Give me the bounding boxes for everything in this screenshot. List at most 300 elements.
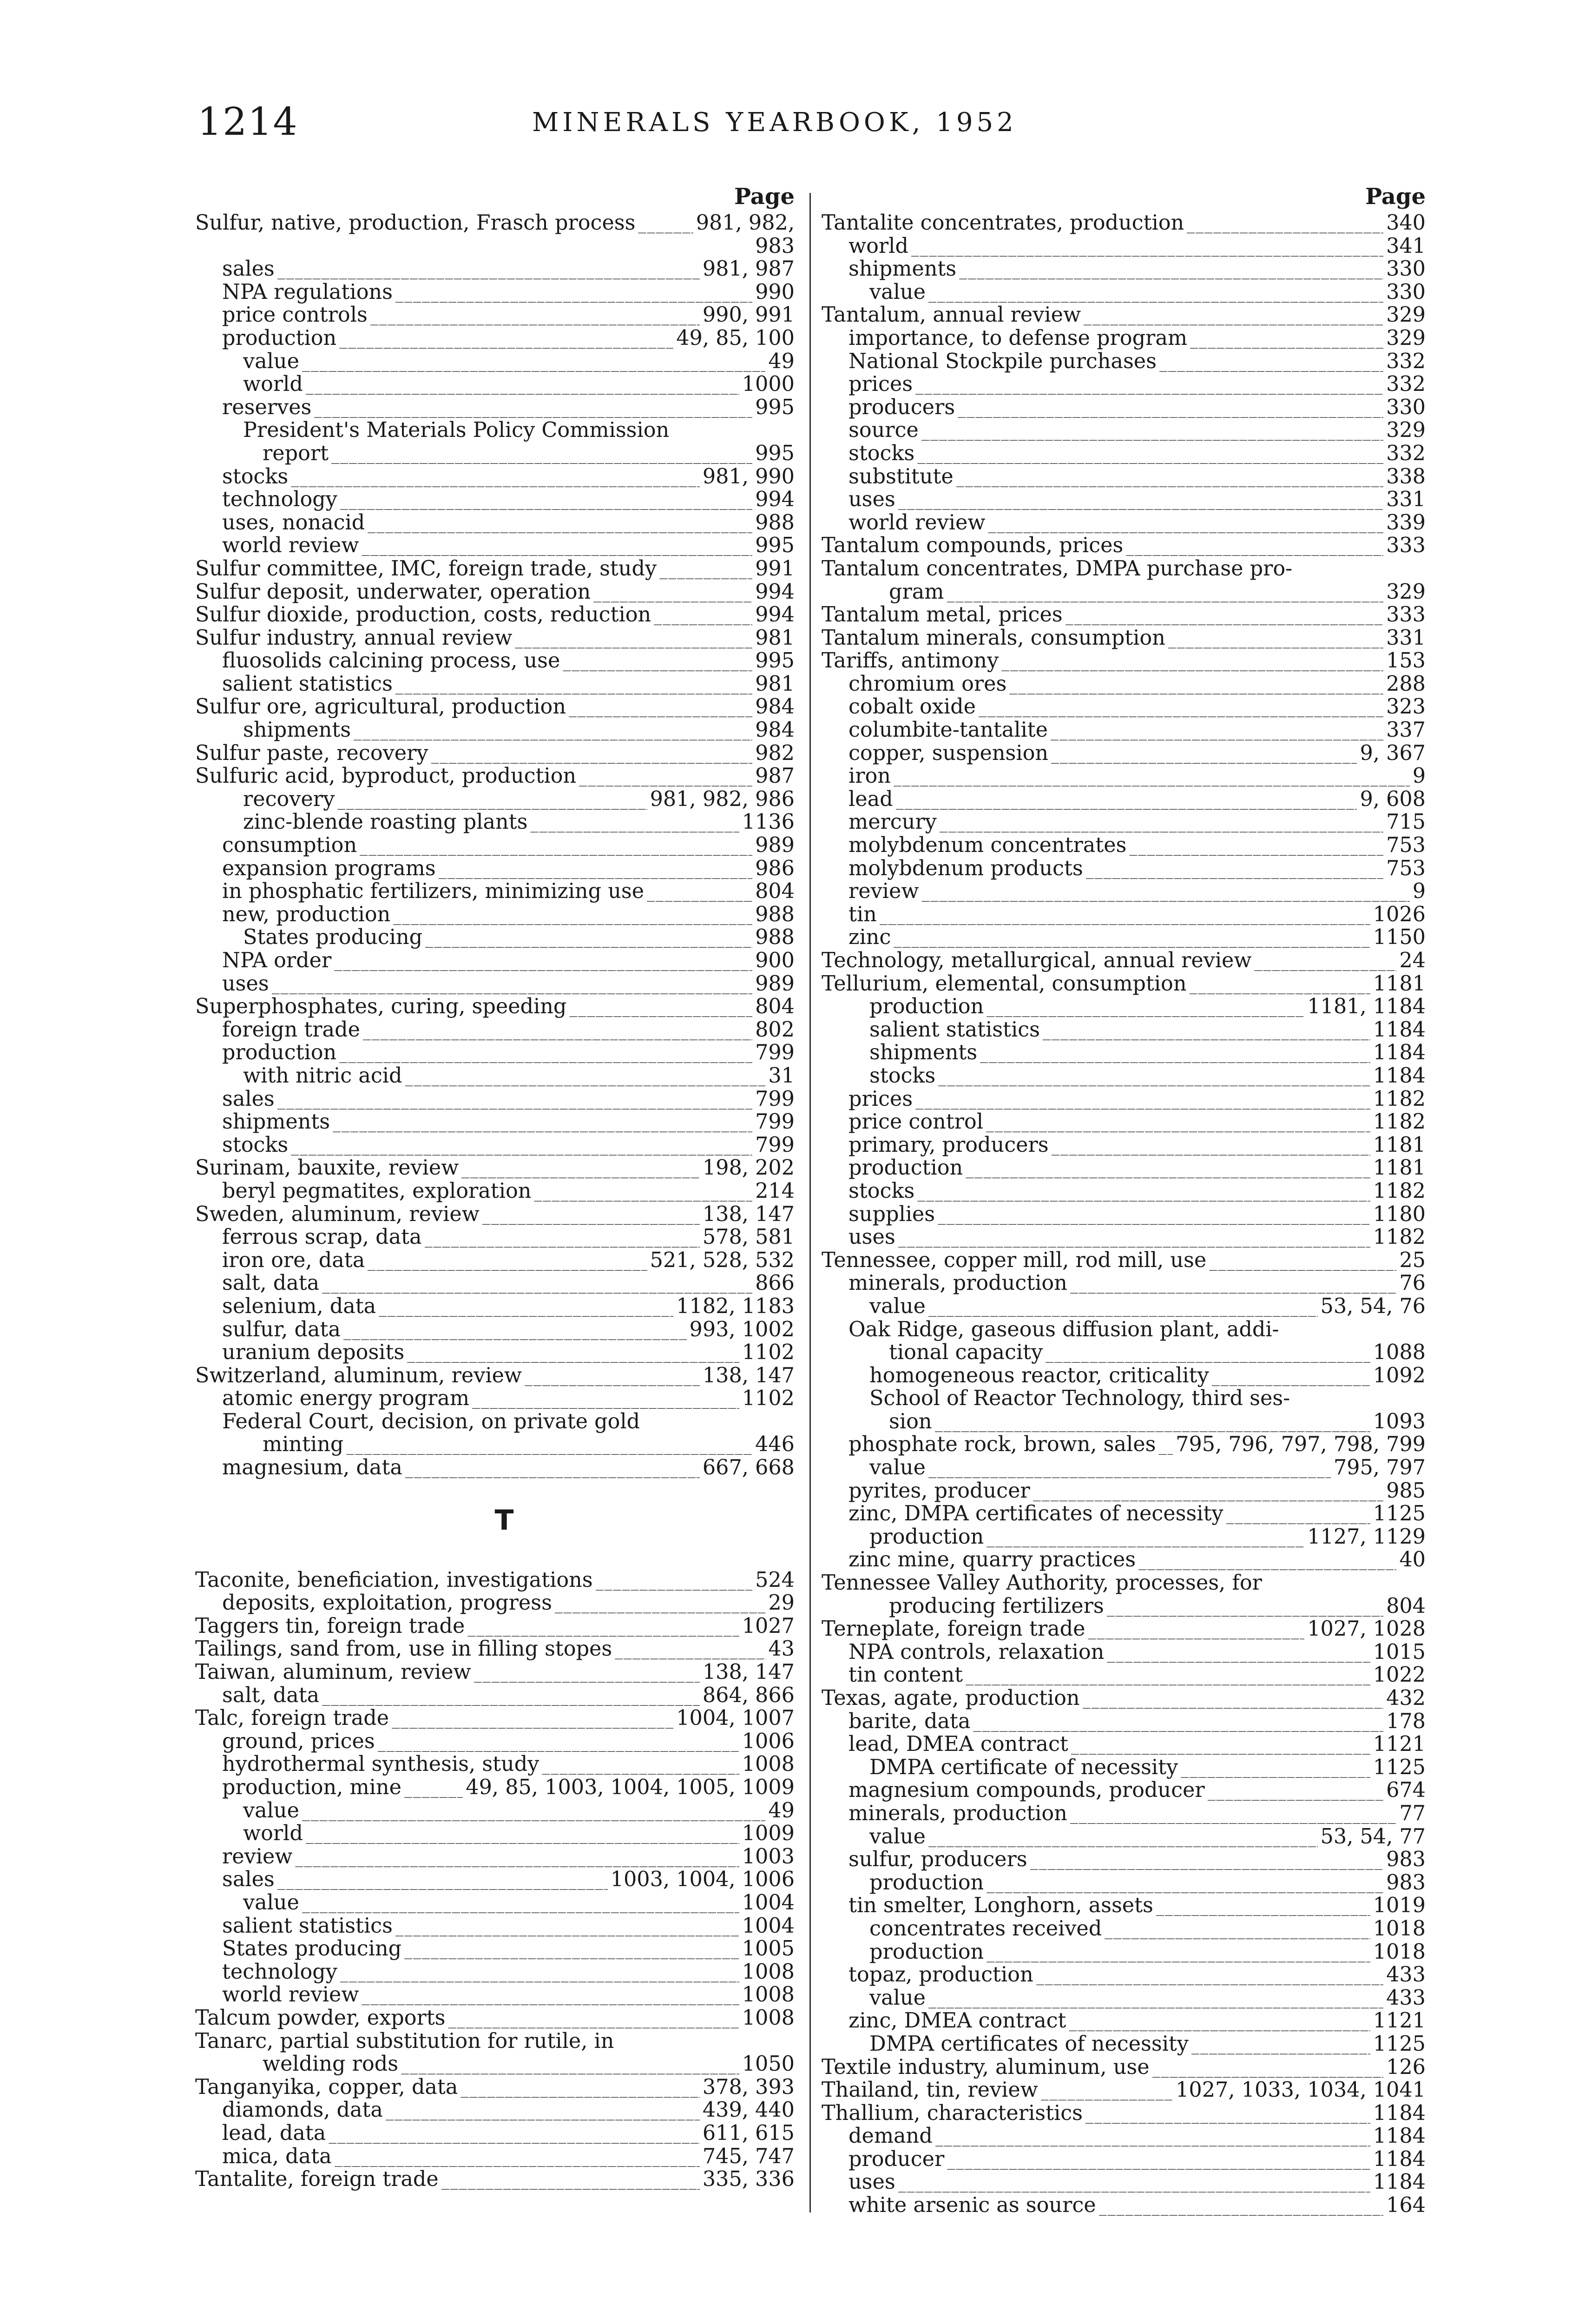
entry-text: minerals, production (849, 1801, 1067, 1825)
leader-dots (354, 720, 752, 744)
index-entry (195, 1799, 795, 1822)
entry-page-ref: 433 (1386, 1963, 1426, 1987)
index-entry (822, 2148, 1426, 2171)
index-entry (822, 304, 1426, 327)
index-entry (822, 2194, 1426, 2217)
leader-dots (1066, 605, 1383, 628)
leader-dots (894, 766, 1410, 790)
index-entry (195, 719, 795, 742)
entry-page-ref: 446 (755, 1433, 795, 1457)
leader-dots (393, 905, 752, 928)
leader-dots (302, 1893, 739, 1916)
entry-page-ref: 983 (1386, 1870, 1426, 1895)
entry-text: copper, suspension (849, 741, 1049, 765)
entry-text: uses (849, 2170, 895, 2194)
entry-page-ref: 1022 (1373, 1663, 1426, 1687)
index-entry (822, 1110, 1426, 1134)
entry-text: Tantalum concentrates, DMPA purchase pro- (822, 556, 1293, 581)
entry-page-ref: 329 (1386, 303, 1426, 327)
leader-dots (461, 1158, 700, 1182)
leader-dots (1226, 1504, 1370, 1527)
leader-dots (1168, 628, 1383, 652)
entry-text: world (243, 1822, 303, 1846)
entry-text: Tantalum minerals, consumption (822, 626, 1165, 650)
index-entry (822, 1687, 1426, 1710)
entry-page-ref: 198, 202 (702, 1156, 795, 1180)
entry-text: mica, data (222, 2144, 332, 2168)
entry-text: stocks (222, 1133, 289, 1157)
entry-page-ref: 1026 (1373, 902, 1426, 926)
index-entry (822, 695, 1426, 719)
index-entry (195, 1776, 795, 1799)
entry-page-ref: 993, 1002 (689, 1317, 795, 1341)
entry-page-ref: 1184 (1373, 1017, 1426, 1042)
entry-text: iron (849, 764, 891, 788)
entry-page-ref: 981, 987 (702, 257, 795, 281)
index-entry (822, 834, 1426, 857)
index-entry (822, 1641, 1426, 1664)
entry-text: sulfur, producers (849, 1848, 1027, 1872)
leader-dots (1052, 1136, 1370, 1159)
index-entry (822, 1134, 1426, 1157)
leader-dots (378, 1732, 739, 1755)
index-entry (822, 1433, 1426, 1456)
leader-dots (1099, 2196, 1383, 2219)
leader-dots (1254, 951, 1396, 974)
leader-dots (1041, 2080, 1173, 2104)
entry-page-ref: 995 (755, 395, 795, 419)
index-entry (822, 2009, 1426, 2033)
leader-dots (959, 259, 1383, 283)
index-entry (822, 765, 1426, 788)
entry-text: fluosolids calcining process, use (222, 649, 560, 673)
leader-dots (329, 2124, 700, 2147)
entry-text: technology (222, 488, 337, 512)
index-entry (195, 1569, 795, 1592)
index-entry (195, 373, 795, 396)
leader-dots (638, 213, 693, 237)
index-entry (195, 811, 795, 834)
leader-dots (448, 2008, 739, 2032)
leader-dots (987, 997, 1304, 1020)
entry-page-ref: 330 (1386, 395, 1426, 419)
leader-dots (1181, 1758, 1370, 1781)
index-entry (195, 857, 795, 880)
leader-dots (935, 2126, 1370, 2150)
leader-dots (302, 1801, 765, 1824)
entry-text: value (869, 280, 926, 304)
index-entry (822, 1917, 1426, 1941)
entry-text: Sulfur committee, IMC, foreign trade, study (195, 556, 657, 581)
entry-page-ref: 1150 (1373, 925, 1426, 950)
index-entry (195, 765, 795, 788)
entry-text: supplies (849, 1202, 935, 1226)
index-entry (195, 442, 795, 465)
index-entry (822, 1479, 1426, 1503)
entry-page-ref: 433 (1386, 1986, 1426, 2010)
entry-text: technology (222, 1960, 337, 1984)
leader-dots (1187, 213, 1383, 237)
index-entry (822, 742, 1426, 765)
leader-dots (1036, 1965, 1383, 1988)
index-entry (822, 1064, 1426, 1088)
index-entry (195, 834, 795, 857)
entry-text: Sulfur ore, agricultural, production (195, 695, 566, 719)
entry-text: Talcum powder, exports (195, 2006, 446, 2030)
entry-page-ref: 981, 990 (702, 464, 795, 489)
index-entry (195, 557, 795, 581)
entry-text: cobalt oxide (849, 695, 976, 719)
entry-text: topaz, production (849, 1963, 1033, 1987)
entry-text: uses (222, 971, 269, 996)
leader-dots (368, 1251, 647, 1274)
index-entry (822, 442, 1426, 465)
leader-dots (362, 536, 752, 559)
index-entry (195, 1433, 795, 1456)
entry-text: primary, producers (849, 1133, 1049, 1157)
leader-dots (1138, 1550, 1396, 1573)
entry-text: Tennessee Valley Authority, processes, for (822, 1571, 1262, 1595)
entry-text: Oak Ridge, gaseous diffusion plant, addi- (849, 1317, 1279, 1341)
leader-dots (379, 1297, 673, 1320)
entry-page-ref: 1121 (1373, 2009, 1426, 2033)
leader-dots (322, 1686, 700, 1709)
index-entry (195, 235, 795, 258)
leader-dots (337, 790, 647, 813)
entry-text: production (869, 995, 984, 1019)
index-entry (195, 419, 795, 442)
index-entry (195, 2007, 795, 2030)
leader-dots (439, 859, 752, 882)
index-entry (822, 1664, 1426, 1687)
entry-page-ref: 432 (1386, 1686, 1426, 1710)
leader-dots (467, 1617, 739, 1640)
entry-page-ref: 329 (1386, 326, 1426, 350)
entry-text: phosphate rock, brown, sales (849, 1433, 1156, 1457)
entry-text: sales (222, 1087, 275, 1111)
entry-page-ref: 1019 (1373, 1894, 1426, 1918)
index-entry (195, 511, 795, 535)
leader-dots (530, 812, 739, 836)
entry-page-ref: 339 (1386, 510, 1426, 535)
index-entry (195, 1615, 795, 1638)
leader-dots (1190, 329, 1383, 352)
entry-text: ferrous scrap, data (222, 1225, 422, 1249)
index-entries (822, 211, 1426, 2217)
index-entry (822, 673, 1426, 696)
entry-text: zinc mine, quarry practices (849, 1548, 1136, 1572)
index-entry (195, 1180, 795, 1203)
index-entry (195, 2099, 795, 2122)
entry-page-ref: 332 (1386, 441, 1426, 465)
index-entry (195, 350, 795, 373)
entry-text: diamonds, data (222, 2098, 383, 2122)
leader-dots (360, 836, 752, 859)
entry-text: Federal Court, decision, on private gold (222, 1409, 640, 1433)
leader-dots (1086, 859, 1383, 882)
entry-text: iron ore, data (222, 1248, 365, 1272)
index-entry (195, 2076, 795, 2099)
leader-dots (431, 744, 753, 767)
index-entry (822, 488, 1426, 511)
leader-dots (973, 1712, 1383, 1735)
index-entry (822, 972, 1426, 996)
entry-page-ref: 9, 608 (1360, 787, 1426, 811)
leader-dots (314, 398, 752, 421)
entry-page-ref: 981, 982, 986 (650, 787, 795, 811)
entry-page-ref: 1092 (1373, 1363, 1426, 1387)
index-entry (195, 1753, 795, 1776)
entry-page-ref: 29 (768, 1591, 795, 1615)
entry-text: value (243, 1798, 299, 1822)
index-entry (822, 1041, 1426, 1064)
entry-text: recovery (243, 787, 335, 811)
entry-text: value (869, 1824, 926, 1849)
entry-page-ref: 990 (755, 280, 795, 304)
entry-page-ref: 1125 (1373, 2032, 1426, 2056)
leader-dots (339, 329, 673, 352)
entry-page-ref: 1018 (1373, 1916, 1426, 1941)
entry-page-ref: 1184 (1373, 2170, 1426, 2194)
entry-text: production (849, 1156, 963, 1180)
leader-dots (425, 1228, 700, 1251)
entry-text: producing fertilizers (889, 1594, 1104, 1618)
index-entry (195, 1156, 795, 1180)
entry-page-ref: 9 (1412, 764, 1426, 788)
index-entry (195, 327, 795, 350)
leader-dots (340, 490, 752, 513)
index-entry (822, 1595, 1426, 1618)
entry-page-ref: 329 (1386, 418, 1426, 442)
entry-page-ref: 667, 668 (702, 1456, 795, 1480)
leader-dots (404, 1939, 739, 1962)
entry-text: value (869, 1986, 926, 2010)
entry-page-ref: 864, 866 (702, 1683, 795, 1707)
entry-text: Tantalum, annual review (822, 303, 1081, 327)
entry-page-ref: 986 (755, 856, 795, 880)
entry-page-ref: 330 (1386, 257, 1426, 281)
entry-page-ref: 1182 (1373, 1225, 1426, 1249)
entry-page-ref: 994 (755, 603, 795, 627)
entry-page-ref: 332 (1386, 349, 1426, 373)
section-letter: T (494, 1504, 514, 1537)
entry-text: review (849, 879, 919, 904)
entry-page-ref: 981, 982, (696, 211, 795, 235)
index-entry (195, 465, 795, 489)
entry-text: National Stockpile purchases (849, 349, 1157, 373)
entry-page-ref: 804 (755, 879, 795, 904)
running-title: MINERALS YEARBOOK, 1952 (532, 107, 1017, 138)
leader-dots (1190, 974, 1370, 997)
entry-text: sion (889, 1409, 932, 1433)
leader-dots (346, 1435, 752, 1458)
leader-dots (987, 1942, 1370, 1966)
index-entry (195, 488, 795, 511)
entry-text: with nitric acid (243, 1063, 402, 1088)
entry-text: Tantalum compounds, prices (822, 534, 1124, 558)
leader-dots (956, 467, 1383, 490)
leader-dots (987, 1527, 1304, 1551)
leader-dots (915, 1089, 1370, 1113)
index-entry (195, 1018, 795, 1042)
index-entry (822, 1180, 1426, 1203)
index-entry (195, 1364, 795, 1387)
index-entry (195, 949, 795, 972)
entry-page-ref: 178 (1386, 1709, 1426, 1733)
index-entry (822, 2056, 1426, 2079)
leader-dots (460, 2078, 699, 2101)
leader-dots (302, 352, 765, 375)
entry-text: atomic energy program (222, 1386, 470, 1411)
entry-page-ref: 337 (1386, 718, 1426, 742)
entry-page-ref: 983 (755, 234, 795, 258)
entry-page-ref: 1008 (742, 1752, 795, 1776)
leader-dots (343, 1320, 687, 1343)
index-entry (195, 1730, 795, 1753)
entry-text: Surinam, bauxite, review (195, 1156, 459, 1180)
index-entry (195, 1456, 795, 1479)
leader-dots (615, 1639, 765, 1663)
index-entry (195, 1684, 795, 1707)
entry-page-ref: 1008 (742, 2006, 795, 2030)
entry-text: concentrates received (869, 1916, 1102, 1941)
entry-text: salient statistics (222, 672, 393, 696)
entry-text: zinc, DMEA contract (849, 2009, 1066, 2033)
index-entry (195, 2168, 795, 2191)
leader-dots (1208, 1781, 1383, 1804)
entry-text: uses (849, 1225, 895, 1249)
entry-page-ref: 1003 (742, 1844, 795, 1868)
index-entry (195, 1868, 795, 1891)
entry-page-ref: 43 (768, 1637, 795, 1661)
entry-page-ref: 1182, 1183 (676, 1294, 795, 1318)
index-entry (822, 1756, 1426, 1779)
entry-page-ref: 990, 991 (702, 303, 795, 327)
leader-dots (291, 467, 700, 490)
entry-page-ref: 331 (1386, 626, 1426, 650)
index-entry (195, 1203, 795, 1226)
entry-page-ref: 1004 (742, 1914, 795, 1938)
entry-page-ref: 994 (755, 488, 795, 512)
entry-text: DMPA certificate of necessity (869, 1755, 1178, 1779)
index-entry (195, 534, 795, 557)
entry-page-ref: 799 (755, 1110, 795, 1134)
index-entry (195, 304, 795, 327)
entry-text: shipments (869, 1041, 978, 1065)
entry-page-ref: 77 (1399, 1801, 1426, 1825)
entry-page-ref: 674 (1386, 1778, 1426, 1802)
entry-text: Tanganyika, copper, data (195, 2075, 458, 2099)
index-entries-t (195, 1569, 795, 2191)
entry-page-ref: 1181 (1373, 971, 1426, 996)
entry-text: Taconite, beneficiation, investigations (195, 1568, 593, 1592)
entry-text: mercury (849, 810, 937, 834)
leader-dots (1070, 1274, 1397, 1297)
entry-page-ref: 1136 (742, 810, 795, 834)
entry-page-ref: 1005 (742, 1937, 795, 1961)
leader-dots (306, 1824, 739, 1847)
leader-dots (938, 1066, 1370, 1089)
leader-dots (659, 559, 752, 582)
entry-page-ref: 53, 54, 76 (1320, 1294, 1426, 1318)
entry-text: production, mine (222, 1776, 401, 1799)
entry-text: School of Reactor Technology, third ses- (869, 1386, 1290, 1411)
entry-text: barite, data (849, 1709, 971, 1733)
index-entry (822, 949, 1426, 972)
entry-page-ref: 338 (1386, 464, 1426, 489)
leader-dots (938, 1205, 1370, 1228)
entry-text: NPA order (222, 949, 332, 972)
entry-text: shipments (222, 1110, 330, 1134)
entry-text: white arsenic as source (849, 2193, 1096, 2218)
leader-dots (917, 444, 1383, 467)
entry-page-ref: 578, 581 (702, 1225, 795, 1249)
entry-page-ref: 1184 (1373, 1063, 1426, 1088)
entry-page-ref: 521, 528, 532 (650, 1248, 795, 1272)
entry-page-ref: 1102 (742, 1386, 795, 1411)
entry-page-ref: 1182 (1373, 1087, 1426, 1111)
entry-page-ref: 981 (755, 626, 795, 650)
leader-dots (334, 951, 752, 974)
leader-dots (935, 1412, 1370, 1435)
entry-page-ref: 795, 797 (1333, 1456, 1426, 1480)
index-entry (195, 1088, 795, 1111)
entry-text: world review (222, 534, 359, 558)
leader-dots (1191, 2034, 1370, 2058)
index-entry (195, 1134, 795, 1157)
leader-dots (407, 1343, 739, 1366)
entry-page-ref: 804 (1386, 1594, 1426, 1618)
leader-dots (386, 2100, 700, 2124)
entry-page-ref: 329 (1386, 580, 1426, 604)
entry-text: Tennessee, copper mill, rod mill, use (822, 1248, 1207, 1272)
entry-page-ref: 53, 54, 77 (1320, 1824, 1426, 1849)
leader-dots (987, 1873, 1383, 1896)
leader-dots (1051, 720, 1383, 744)
entry-page-ref: 153 (1386, 649, 1426, 673)
entry-page-ref: 1008 (742, 1960, 795, 1984)
index-entry (822, 350, 1426, 373)
entry-text: price controls (222, 303, 368, 327)
index-entry (822, 1963, 1426, 1987)
leader-dots (392, 1709, 673, 1732)
index-entry (195, 1041, 795, 1064)
index-entry (822, 1710, 1426, 1733)
entry-page-ref: 1015 (1373, 1640, 1426, 1664)
index-entry (822, 557, 1426, 581)
index-entry (822, 211, 1426, 235)
leader-dots (1159, 352, 1383, 375)
entry-page-ref: 288 (1386, 672, 1426, 696)
entry-page-ref: 1008 (742, 1983, 795, 2007)
leader-dots (928, 283, 1383, 306)
entry-text: value (243, 1890, 299, 1915)
entry-text: magnesium compounds, producer (849, 1778, 1205, 1802)
index-entry (195, 1272, 795, 1295)
column-page-heading: Page (1365, 184, 1426, 210)
leader-dots (335, 2147, 700, 2170)
index-entry (195, 396, 795, 419)
entry-text: Sulfur, native, production, Frasch process (195, 211, 636, 235)
entry-page-ref: 611, 615 (702, 2121, 795, 2145)
index-entry (822, 1502, 1426, 1525)
entry-page-ref: 25 (1399, 1248, 1426, 1272)
entry-text: salt, data (222, 1683, 320, 1707)
index-entry (822, 1871, 1426, 1895)
entry-text: shipments (243, 718, 351, 742)
index-entry (822, 1410, 1426, 1433)
entry-page-ref: 333 (1386, 603, 1426, 627)
